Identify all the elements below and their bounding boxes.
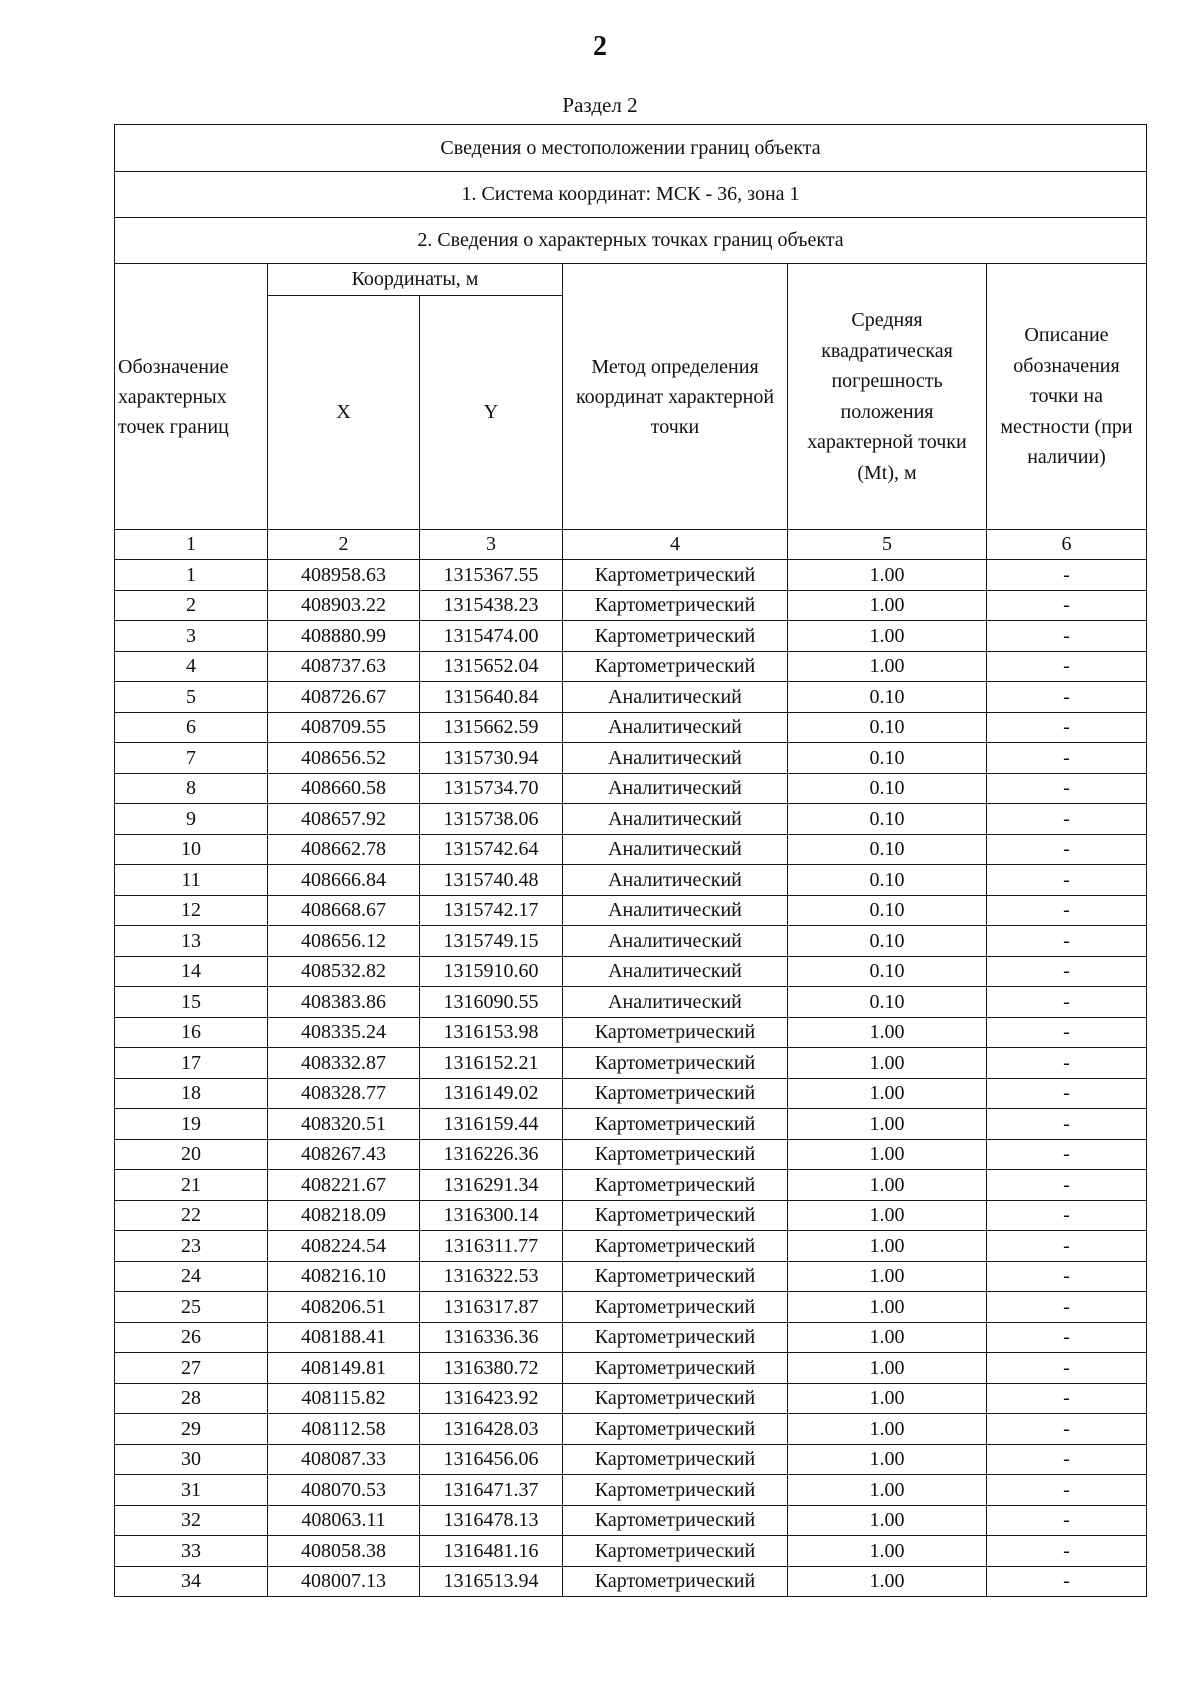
accuracy-cell: 0.10 [788,956,987,987]
x-coordinate-cell: 408880.99 [268,621,420,652]
point-id-cell: 17 [115,1048,268,1079]
y-coordinate-cell: 1315734.70 [420,773,563,804]
y-coordinate-cell: 1316428.03 [420,1414,563,1445]
accuracy-cell: 0.10 [788,834,987,865]
method-cell: Картометрический [563,1109,788,1140]
point-id-cell: 19 [115,1109,268,1140]
description-cell: - [987,1139,1147,1170]
method-cell: Картометрический [563,1017,788,1048]
description-cell: - [987,773,1147,804]
point-id-cell: 7 [115,743,268,774]
point-id-cell: 34 [115,1566,268,1597]
accuracy-cell: 1.00 [788,1078,987,1109]
description-cell: - [987,651,1147,682]
table-row [115,1078,1147,1109]
accuracy-cell: 1.00 [788,1170,987,1201]
y-coordinate-cell: 1315742.64 [420,834,563,865]
method-cell: Картометрический [563,1048,788,1079]
point-id-cell: 3 [115,621,268,652]
y-coordinate-cell: 1316471.37 [420,1475,563,1506]
accuracy-cell: 1.00 [788,1566,987,1597]
accuracy-cell: 1.00 [788,1475,987,1506]
x-coordinate-cell: 408335.24 [268,1017,420,1048]
column-number: 2 [268,530,420,560]
method-cell: Картометрический [563,1444,788,1475]
accuracy-cell: 1.00 [788,590,987,621]
table-row [115,1536,1147,1567]
accuracy-cell: 0.10 [788,987,987,1018]
table-row [115,1200,1147,1231]
table-row [115,1231,1147,1262]
accuracy-cell: 1.00 [788,1414,987,1445]
accuracy-cell: 1.00 [788,1536,987,1567]
y-coordinate-cell: 1316317.87 [420,1292,563,1323]
point-id-cell: 2 [115,590,268,621]
accuracy-cell: 0.10 [788,804,987,835]
method-cell: Картометрический [563,1078,788,1109]
table-row [115,1292,1147,1323]
accuracy-cell: 1.00 [788,1048,987,1079]
y-coordinate-cell: 1316152.21 [420,1048,563,1079]
method-cell: Аналитический [563,712,788,743]
accuracy-cell: 1.00 [788,1139,987,1170]
description-cell: - [987,590,1147,621]
table-row [115,743,1147,774]
column-number: 3 [420,530,563,560]
y-coordinate-cell: 1315742.17 [420,895,563,926]
table-row [115,1139,1147,1170]
x-coordinate-cell: 408737.63 [268,651,420,682]
table-title: Сведения о местоположении границ объекта [115,125,1147,172]
x-coordinate-cell: 408320.51 [268,1109,420,1140]
point-id-cell: 8 [115,773,268,804]
table-row [115,865,1147,896]
description-cell: - [987,1444,1147,1475]
header-x: X [268,296,420,530]
x-coordinate-cell: 408221.67 [268,1170,420,1201]
accuracy-cell: 1.00 [788,1109,987,1140]
method-cell: Аналитический [563,926,788,957]
method-cell: Картометрический [563,1536,788,1567]
y-coordinate-cell: 1316300.14 [420,1200,563,1231]
table-row [115,651,1147,682]
header-description: Описание обозначения точки на местности (при наличии) [987,264,1147,530]
y-coordinate-cell: 1315367.55 [420,560,563,591]
boundary-points-table [114,124,1147,1597]
table-row [115,956,1147,987]
description-cell: - [987,743,1147,774]
x-coordinate-cell: 408216.10 [268,1261,420,1292]
description-cell: - [987,1078,1147,1109]
description-cell: - [987,1475,1147,1506]
method-cell: Картометрический [563,590,788,621]
point-id-cell: 31 [115,1475,268,1506]
point-id-cell: 4 [115,651,268,682]
x-coordinate-cell: 408224.54 [268,1231,420,1262]
point-id-cell: 22 [115,1200,268,1231]
x-coordinate-cell: 408383.86 [268,987,420,1018]
method-cell: Аналитический [563,865,788,896]
x-coordinate-cell: 408709.55 [268,712,420,743]
x-coordinate-cell: 408112.58 [268,1414,420,1445]
y-coordinate-cell: 1316226.36 [420,1139,563,1170]
y-coordinate-cell: 1316336.36 [420,1322,563,1353]
accuracy-cell: 1.00 [788,1322,987,1353]
table-row [115,621,1147,652]
description-cell: - [987,987,1147,1018]
description-cell: - [987,1170,1147,1201]
x-coordinate-cell: 408332.87 [268,1048,420,1079]
description-cell: - [987,834,1147,865]
accuracy-cell: 1.00 [788,1292,987,1323]
point-id-cell: 30 [115,1444,268,1475]
description-cell: - [987,1383,1147,1414]
x-coordinate-cell: 408657.92 [268,804,420,835]
y-coordinate-cell: 1316481.16 [420,1536,563,1567]
method-cell: Аналитический [563,987,788,1018]
y-coordinate-cell: 1316456.06 [420,1444,563,1475]
x-coordinate-cell: 408267.43 [268,1139,420,1170]
accuracy-cell: 1.00 [788,1231,987,1262]
accuracy-cell: 1.00 [788,1261,987,1292]
accuracy-cell: 0.10 [788,895,987,926]
method-cell: Аналитический [563,743,788,774]
description-cell: - [987,1200,1147,1231]
y-coordinate-cell: 1316090.55 [420,987,563,1018]
y-coordinate-cell: 1315738.06 [420,804,563,835]
x-coordinate-cell: 408188.41 [268,1322,420,1353]
point-id-cell: 25 [115,1292,268,1323]
method-cell: Картометрический [563,1292,788,1323]
x-coordinate-cell: 408115.82 [268,1383,420,1414]
description-cell: - [987,1414,1147,1445]
header-accuracy: Средняя квадратическая погрешность положения характерной точки (Mt), м [788,264,987,530]
x-coordinate-cell: 408726.67 [268,682,420,713]
point-id-cell: 11 [115,865,268,896]
table-row [115,1322,1147,1353]
accuracy-cell: 1.00 [788,1017,987,1048]
point-id-cell: 9 [115,804,268,835]
table-row [115,1170,1147,1201]
method-cell: Аналитический [563,895,788,926]
method-cell: Картометрический [563,651,788,682]
x-coordinate-cell: 408532.82 [268,956,420,987]
method-cell: Аналитический [563,956,788,987]
method-cell: Картометрический [563,1566,788,1597]
point-id-cell: 10 [115,834,268,865]
point-id-cell: 18 [115,1078,268,1109]
coord-system-row [115,172,1147,218]
y-coordinate-cell: 1316513.94 [420,1566,563,1597]
table-row [115,1414,1147,1445]
method-cell: Картометрический [563,1200,788,1231]
point-id-cell: 32 [115,1505,268,1536]
y-coordinate-cell: 1315474.00 [420,621,563,652]
point-id-cell: 15 [115,987,268,1018]
y-coordinate-cell: 1315652.04 [420,651,563,682]
description-cell: - [987,865,1147,896]
y-coordinate-cell: 1315740.48 [420,865,563,896]
point-id-cell: 1 [115,560,268,591]
table-row [115,1353,1147,1384]
x-coordinate-cell: 408149.81 [268,1353,420,1384]
x-coordinate-cell: 408087.33 [268,1444,420,1475]
table-row [115,1444,1147,1475]
description-cell: - [987,1231,1147,1262]
table-row [115,1048,1147,1079]
table-row [115,560,1147,591]
y-coordinate-cell: 1316153.98 [420,1017,563,1048]
header-coordinates: Координаты, м [268,264,563,296]
table-row [115,590,1147,621]
table-row [115,1505,1147,1536]
column-number: 1 [115,530,268,560]
method-cell: Аналитический [563,773,788,804]
y-coordinate-cell: 1315640.84 [420,682,563,713]
method-cell: Аналитический [563,834,788,865]
description-cell: - [987,682,1147,713]
table-row [115,834,1147,865]
accuracy-cell: 1.00 [788,1444,987,1475]
description-cell: - [987,956,1147,987]
table-row [115,1383,1147,1414]
table-row [115,1475,1147,1506]
x-coordinate-cell: 408660.58 [268,773,420,804]
accuracy-cell: 1.00 [788,1383,987,1414]
accuracy-cell: 0.10 [788,773,987,804]
header-method: Метод определения координат характерной точки [563,264,788,530]
method-cell: Картометрический [563,1383,788,1414]
point-id-cell: 20 [115,1139,268,1170]
description-cell: - [987,1353,1147,1384]
x-coordinate-cell: 408668.67 [268,895,420,926]
description-cell: - [987,1566,1147,1597]
y-coordinate-cell: 1316423.92 [420,1383,563,1414]
x-coordinate-cell: 408206.51 [268,1292,420,1323]
y-coordinate-cell: 1315910.60 [420,956,563,987]
table-title-row [115,125,1147,172]
table-row [115,712,1147,743]
y-coordinate-cell: 1316478.13 [420,1505,563,1536]
x-coordinate-cell: 408063.11 [268,1505,420,1536]
description-cell: - [987,1017,1147,1048]
method-cell: Картометрический [563,560,788,591]
description-cell: - [987,926,1147,957]
table-body [115,560,1147,1597]
page-number: 2 [593,31,607,62]
accuracy-cell: 1.00 [788,1353,987,1384]
method-cell: Картометрический [563,1505,788,1536]
table-row [115,1109,1147,1140]
y-coordinate-cell: 1316159.44 [420,1109,563,1140]
accuracy-cell: 1.00 [788,1200,987,1231]
points-heading-row [115,218,1147,264]
y-coordinate-cell: 1315662.59 [420,712,563,743]
point-id-cell: 5 [115,682,268,713]
description-cell: - [987,1261,1147,1292]
x-coordinate-cell: 408328.77 [268,1078,420,1109]
method-cell: Аналитический [563,682,788,713]
table-row [115,987,1147,1018]
point-id-cell: 27 [115,1353,268,1384]
x-coordinate-cell: 408656.12 [268,926,420,957]
point-id-cell: 6 [115,712,268,743]
accuracy-cell: 1.00 [788,560,987,591]
points-heading-text: 2. Сведения о характерных точках границ объекта [115,218,1147,264]
method-cell: Картометрический [563,1231,788,1262]
table-row [115,1017,1147,1048]
x-coordinate-cell: 408070.53 [268,1475,420,1506]
description-cell: - [987,1322,1147,1353]
header-row-1 [115,264,1147,296]
point-id-cell: 14 [115,956,268,987]
description-cell: - [987,712,1147,743]
description-cell: - [987,1536,1147,1567]
y-coordinate-cell: 1316322.53 [420,1261,563,1292]
method-cell: Картометрический [563,1322,788,1353]
point-id-cell: 13 [115,926,268,957]
description-cell: - [987,1109,1147,1140]
description-cell: - [987,895,1147,926]
table-row [115,1261,1147,1292]
y-coordinate-cell: 1316311.77 [420,1231,563,1262]
description-cell: - [987,1292,1147,1323]
method-cell: Картометрический [563,1139,788,1170]
y-coordinate-cell: 1315438.23 [420,590,563,621]
table-row [115,804,1147,835]
accuracy-cell: 1.00 [788,1505,987,1536]
x-coordinate-cell: 408656.52 [268,743,420,774]
header-point-designation: Обозначение характерных точек границ [115,264,268,530]
x-coordinate-cell: 408058.38 [268,1536,420,1567]
x-coordinate-cell: 408007.13 [268,1566,420,1597]
column-number: 6 [987,530,1147,560]
accuracy-cell: 0.10 [788,712,987,743]
table-row [115,895,1147,926]
description-cell: - [987,1048,1147,1079]
accuracy-cell: 0.10 [788,743,987,774]
method-cell: Картометрический [563,1414,788,1445]
y-coordinate-cell: 1316291.34 [420,1170,563,1201]
method-cell: Картометрический [563,1261,788,1292]
column-number-row [115,530,1147,560]
header-y: Y [420,296,563,530]
method-cell: Аналитический [563,804,788,835]
table-row [115,1566,1147,1597]
x-coordinate-cell: 408958.63 [268,560,420,591]
point-id-cell: 26 [115,1322,268,1353]
y-coordinate-cell: 1316149.02 [420,1078,563,1109]
method-cell: Картометрический [563,1475,788,1506]
point-id-cell: 12 [115,895,268,926]
column-number: 5 [788,530,987,560]
accuracy-cell: 0.10 [788,926,987,957]
method-cell: Картометрический [563,621,788,652]
description-cell: - [987,560,1147,591]
table-row [115,926,1147,957]
accuracy-cell: 1.00 [788,621,987,652]
point-id-cell: 29 [115,1414,268,1445]
x-coordinate-cell: 408218.09 [268,1200,420,1231]
x-coordinate-cell: 408666.84 [268,865,420,896]
y-coordinate-cell: 1315749.15 [420,926,563,957]
y-coordinate-cell: 1316380.72 [420,1353,563,1384]
method-cell: Картометрический [563,1170,788,1201]
point-id-cell: 33 [115,1536,268,1567]
accuracy-cell: 1.00 [788,651,987,682]
accuracy-cell: 0.10 [788,865,987,896]
point-id-cell: 24 [115,1261,268,1292]
accuracy-cell: 0.10 [788,682,987,713]
method-cell: Картометрический [563,1353,788,1384]
coord-system-text: 1. Система координат: МСК - 36, зона 1 [115,172,1147,218]
point-id-cell: 21 [115,1170,268,1201]
x-coordinate-cell: 408662.78 [268,834,420,865]
description-cell: - [987,1505,1147,1536]
x-coordinate-cell: 408903.22 [268,590,420,621]
description-cell: - [987,621,1147,652]
table-row [115,773,1147,804]
point-id-cell: 28 [115,1383,268,1414]
table-row [115,682,1147,713]
column-number: 4 [563,530,788,560]
point-id-cell: 23 [115,1231,268,1262]
point-id-cell: 16 [115,1017,268,1048]
y-coordinate-cell: 1315730.94 [420,743,563,774]
description-cell: - [987,804,1147,835]
section-label: Раздел 2 [562,93,638,117]
